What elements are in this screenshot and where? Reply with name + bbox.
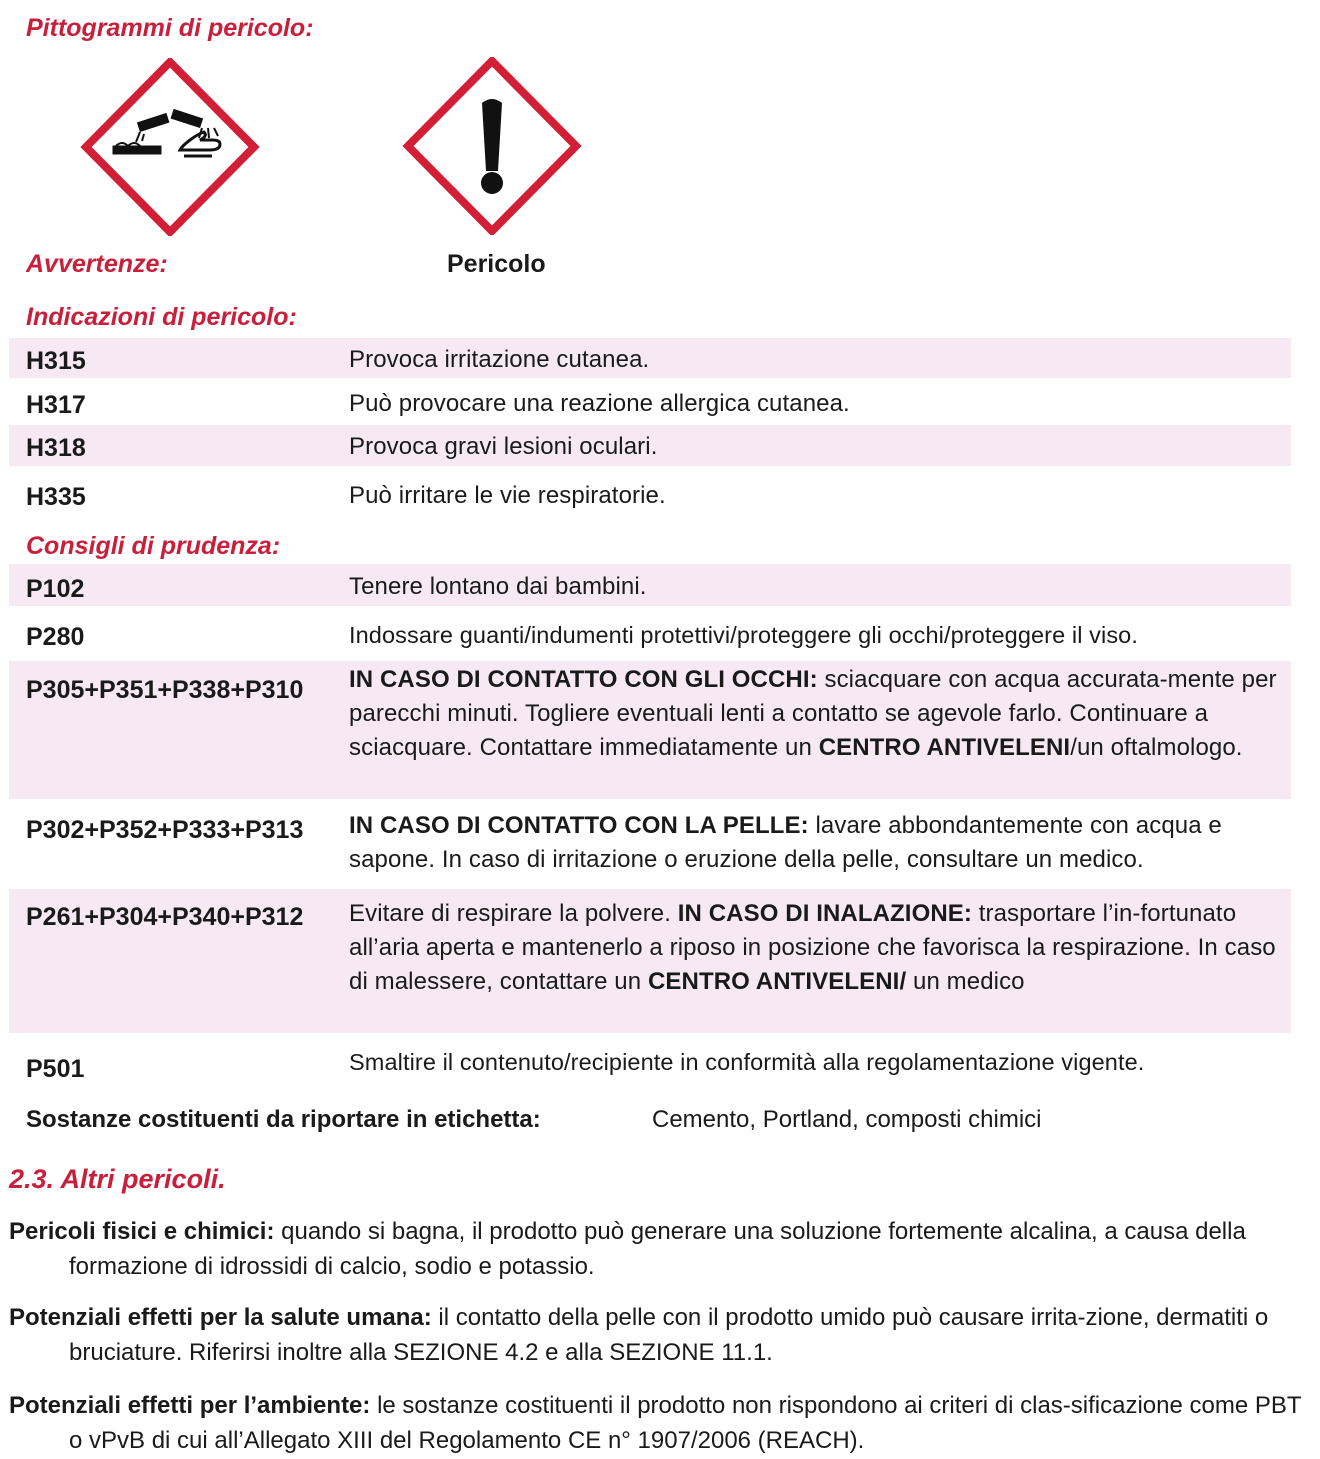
precaution-emphasis: IN CASO DI CONTATTO CON GLI OCCHI: — [349, 666, 818, 693]
precaution-code: P302+P352+P333+P313 — [26, 816, 304, 844]
hazard-title: Indicazioni di pericolo: — [26, 303, 297, 331]
other-hazard-text: le sostanze costituenti il prodotto non rispondono ai criteri di clas-sificazione come PBT o vPvB di cui all’Allegato XIII del Regolamento CE n° 1907/2006 (REACH). — [69, 1392, 1302, 1454]
precaution-code: P305+P351+P338+P310 — [26, 676, 304, 704]
precaution-text — [349, 809, 1294, 877]
table-row — [9, 1040, 1291, 1088]
table-row — [9, 382, 1291, 422]
hazard-code: H315 — [26, 347, 86, 375]
substances-line — [26, 1106, 1042, 1134]
precaution-body: /un oftalmologo. — [1070, 734, 1243, 761]
hazard-code: H318 — [26, 434, 86, 462]
precaution-body: sciacquare con acqua accurata-mente per parecchi minuti. Togliere eventuali lenti a contatto se agevole farlo. Continuare a sciacquare. Contattare immediatamente un — [349, 666, 1277, 761]
precaution-body: un medico — [906, 968, 1025, 995]
table-row — [9, 470, 1291, 520]
other-hazard-paragraph — [9, 1214, 1309, 1284]
precaution-text — [349, 663, 1294, 765]
precaution-emphasis: IN CASO DI INALAZIONE: — [677, 900, 972, 927]
other-hazard-paragraph — [9, 1388, 1309, 1458]
hazard-text: Può provocare una reazione allergica cutanea. — [349, 390, 850, 417]
hazard-code: H317 — [26, 391, 86, 419]
precaution-title: Consigli di prudenza: — [26, 532, 281, 560]
table-row — [9, 425, 1291, 466]
signal-word: Pericolo — [447, 250, 546, 278]
precaution-body: Evitare di respirare la polvere. — [349, 900, 678, 927]
table-row — [9, 804, 1291, 884]
pictograms-title: Pittogrammi di pericolo: — [26, 14, 314, 42]
hazard-code: H335 — [26, 483, 86, 511]
precaution-emphasis: CENTRO ANTIVELENI — [818, 734, 1071, 761]
table-row — [9, 564, 1291, 606]
precaution-body: trasportare l’in-fortunato all’aria aperta e mantenerlo a riposo in posizione che favorisca la respirazione. In caso di malessere, contattare un — [349, 900, 1276, 995]
precaution-text — [349, 897, 1294, 999]
other-hazard-label: Potenziali effetti per la salute umana: — [9, 1304, 432, 1331]
exclamation-pictogram-icon — [402, 57, 582, 235]
table-row — [9, 338, 1291, 378]
other-hazard-text: il contatto della pelle con il prodotto umido può causare irrita-zione, dermatiti o bruciature. Riferirsi inoltre alla SEZIONE 4.2 e alla SEZIONE 11.1. — [69, 1304, 1269, 1366]
table-row — [9, 661, 1291, 799]
corrosion-pictogram-icon — [80, 58, 260, 236]
table-row — [9, 610, 1291, 658]
precaution-code: P501 — [26, 1055, 85, 1083]
table-row — [9, 889, 1291, 1033]
precaution-code: P280 — [26, 623, 85, 651]
precaution-text: Indossare guanti/indumenti protettivi/proteggere gli occhi/proteggere il viso. — [349, 622, 1138, 648]
precaution-code: P261+P304+P340+P312 — [26, 903, 304, 931]
substances-value: Cemento, Portland, composti chimici — [652, 1106, 1042, 1133]
precaution-text: Tenere lontano dai bambini. — [349, 573, 647, 600]
hazard-text: Provoca irritazione cutanea. — [349, 346, 650, 373]
hazard-text: Provoca gravi lesioni oculari. — [349, 433, 658, 460]
precaution-code: P102 — [26, 575, 85, 603]
other-hazards-title: 2.3. Altri pericoli. — [9, 1164, 226, 1194]
other-hazard-label: Pericoli fisici e chimici: — [9, 1218, 275, 1245]
precaution-emphasis: CENTRO ANTIVELENI/ — [647, 968, 907, 995]
other-hazard-paragraph — [9, 1300, 1309, 1370]
signal-label: Avvertenze: — [26, 250, 168, 278]
precaution-emphasis: IN CASO DI CONTATTO CON LA PELLE: — [349, 812, 809, 839]
substances-label: Sostanze costituenti da riportare in etichetta: — [26, 1106, 541, 1133]
precaution-body: lavare abbondantemente con acqua e sapone. In caso di irritazione o eruzione della pelle, consultare un medico. — [349, 812, 1222, 873]
other-hazard-text: quando si bagna, il prodotto può generare una soluzione fortemente alcalina, a causa della formazione di idrossidi di calcio, sodio e potassio. — [69, 1218, 1246, 1280]
hazard-text: Può irritare le vie respiratorie. — [349, 482, 666, 509]
other-hazard-label: Potenziali effetti per l’ambiente: — [9, 1392, 371, 1419]
precaution-text: Smaltire il contenuto/recipiente in conformità alla regolamentazione vigente. — [349, 1049, 1145, 1075]
